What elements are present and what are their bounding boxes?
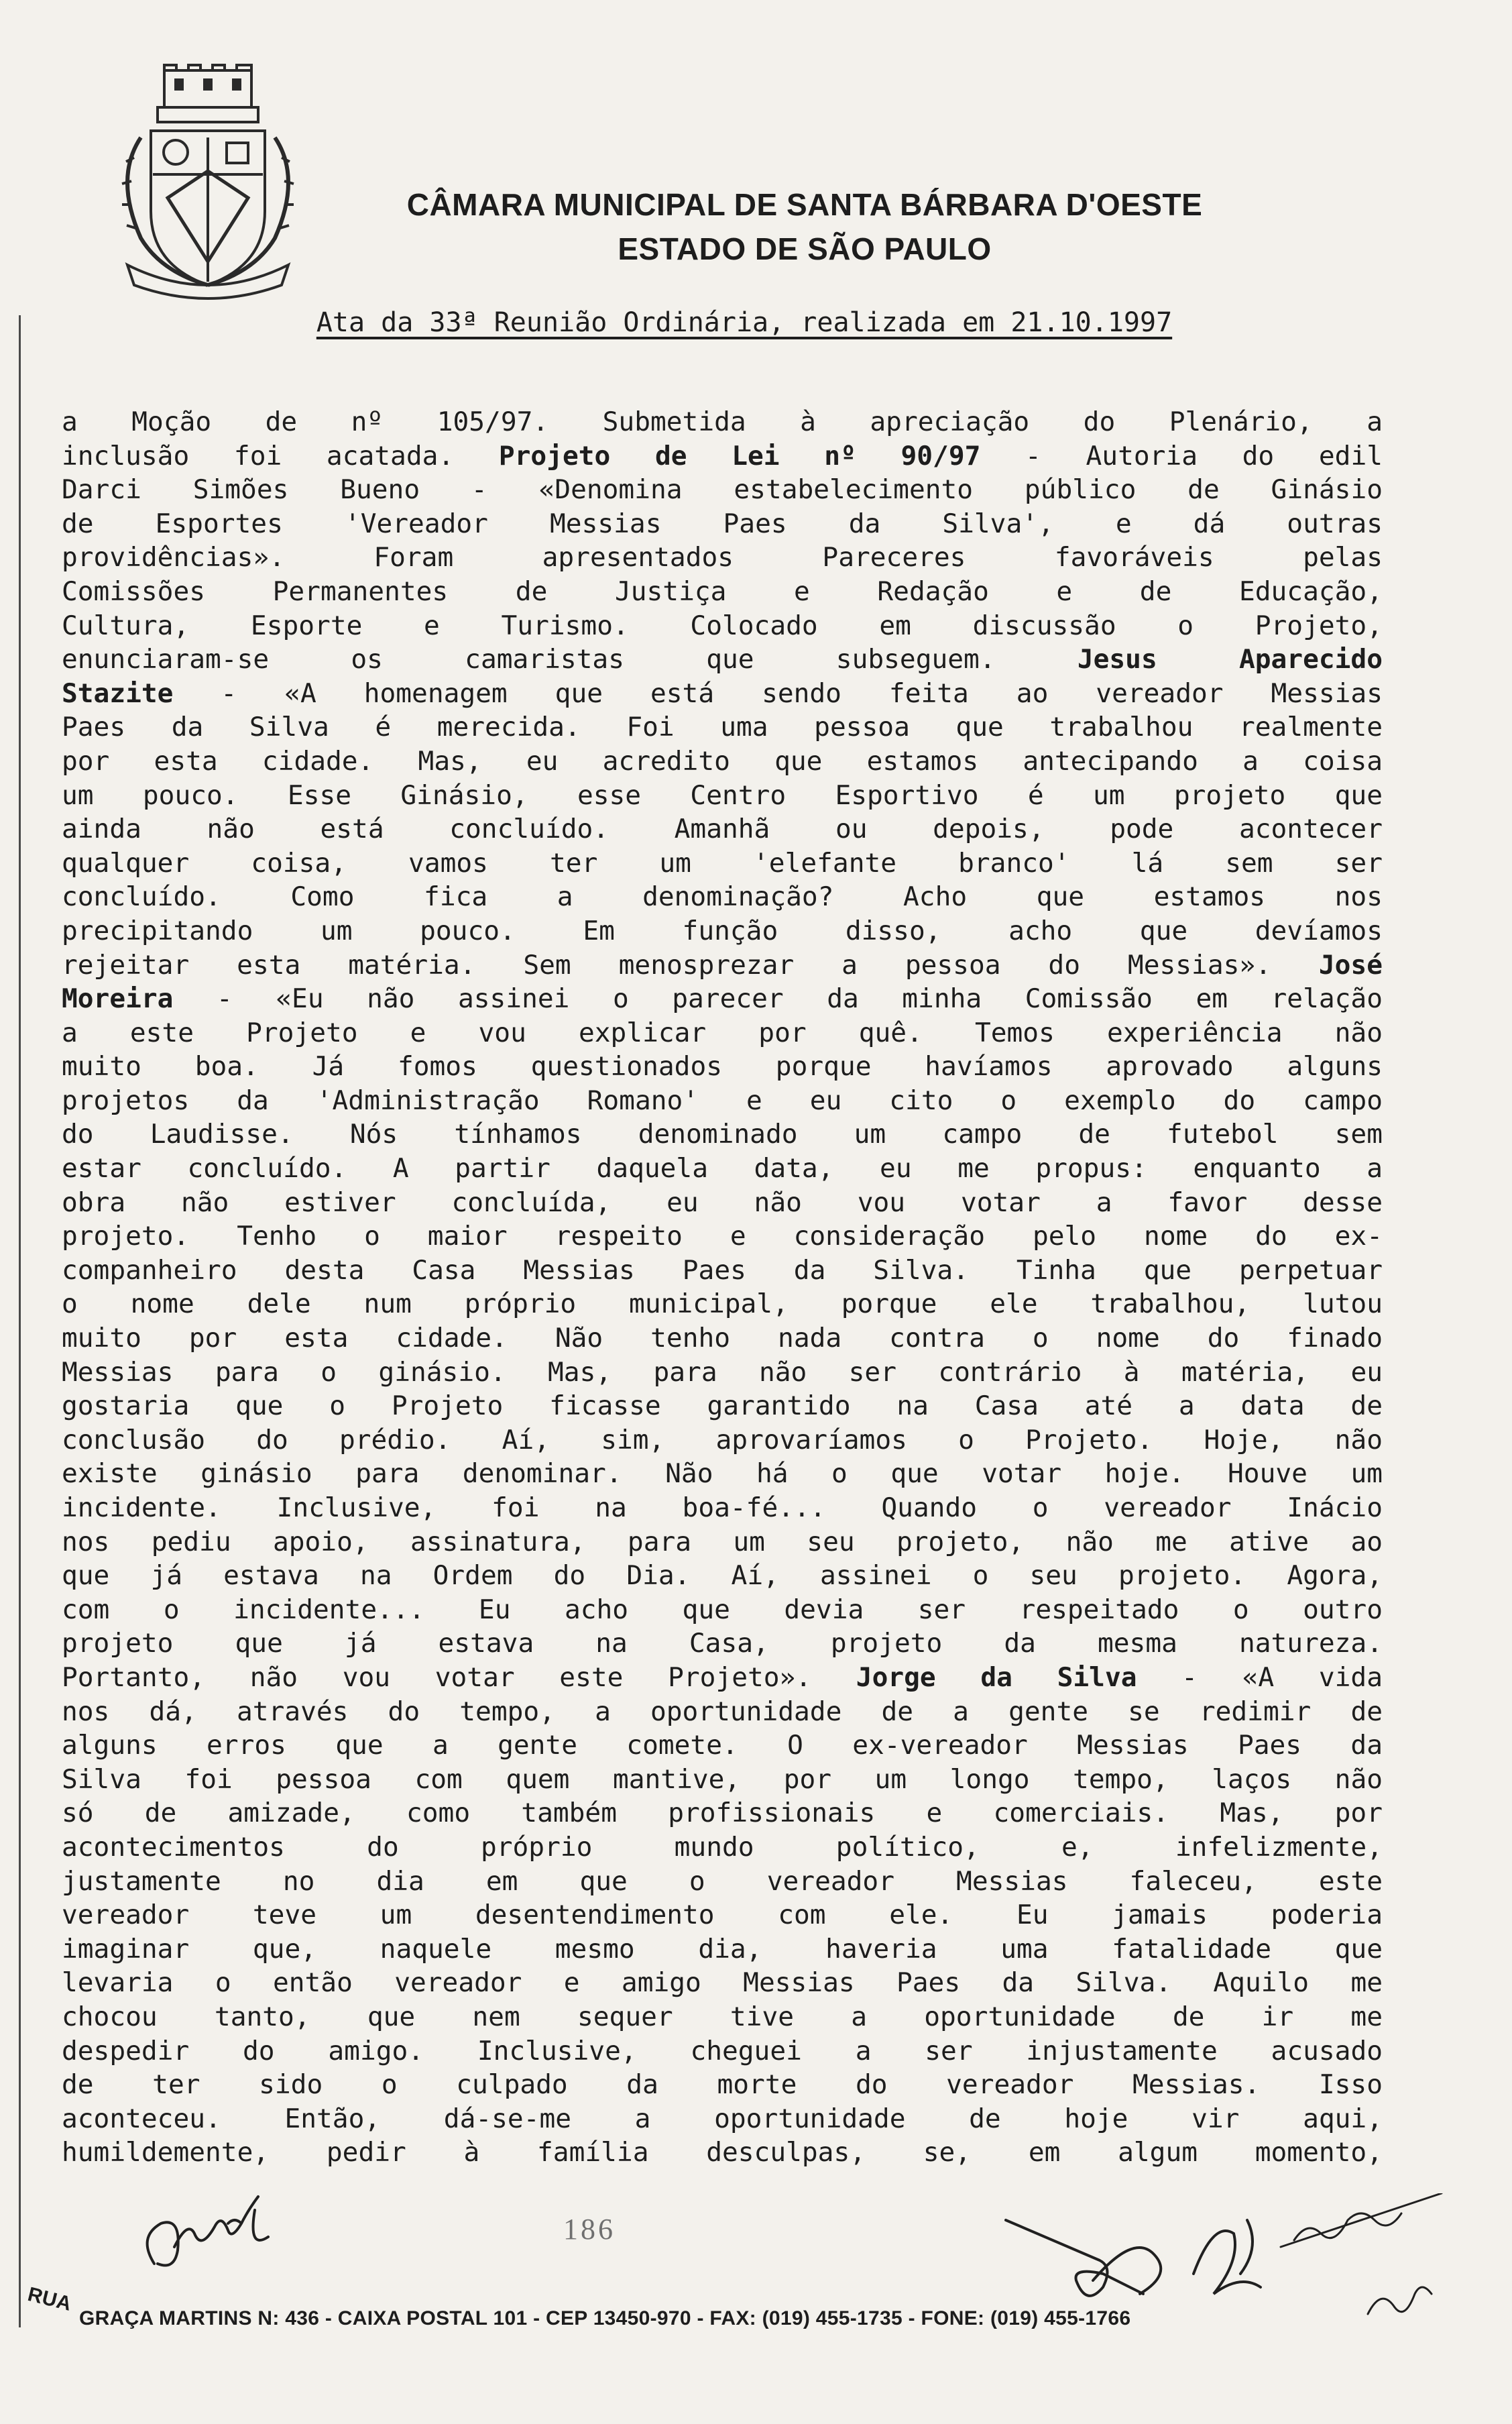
body-text-segment: Comissões Permanentes de Justiça e Redação e de Educação, (62, 575, 1383, 607)
body-text-segment: inclusão foi acatada. (62, 440, 499, 472)
body-line (62, 1186, 1383, 1220)
body-text-segment: - Autoria do edil (980, 440, 1383, 472)
body-line (62, 1254, 1383, 1288)
body-text-segment: com o incidente... Eu acho que devia ser respeitado o outro (62, 1594, 1383, 1625)
body-text-segment: muito por esta cidade. Não tenho nada contra o nome do finado (62, 1323, 1383, 1354)
body-text-segment: despedir do amigo. Inclusive, cheguei a ser injustamente acusado (62, 2035, 1383, 2067)
body-text-segment: providências». Foram apresentados Pareceres favoráveis pelas (62, 542, 1383, 573)
body-text-segment: Portanto, não vou votar este Projeto». (62, 1661, 856, 1693)
body-text-segment: aconteceu. Então, dá-se-me a oportunidade de hoje vir aqui, (62, 2103, 1383, 2134)
body-text-segment: projetos da 'Administração Romano' e eu cito o exemplo do campo (62, 1085, 1383, 1116)
body-line (62, 643, 1383, 677)
body-line (62, 1016, 1383, 1050)
body-line (62, 1830, 1383, 1865)
body-line (62, 1423, 1383, 1457)
body-line (62, 1491, 1383, 1525)
letterhead (315, 182, 1294, 271)
body-line (62, 880, 1383, 914)
body-line (62, 1525, 1383, 1559)
body-line (62, 1728, 1383, 1763)
body-text-segment: rejeitar esta matéria. Sem menosprezar a pessoa do Messias». (62, 949, 1319, 981)
body-line (62, 1661, 1383, 1695)
body-text-segment: qualquer coisa, vamos ter um 'elefante branco' lá sem ser (62, 847, 1383, 879)
body-line (62, 1593, 1383, 1627)
body-text-segment: a este Projeto e vou explicar por quê. Temos experiência não (62, 1017, 1383, 1048)
footer-address-text: GRAÇA MARTINS N: 436 - CAIXA POSTAL 101 - CEP 13450-970 - FAX: (019) 455-1735 - FONE: (019) 455-1766 (79, 2307, 1131, 2329)
body-text-segment: de ter sido o culpado da morte do vereador Messias. Isso (62, 2069, 1383, 2101)
body-text-segment: muito boa. Já fomos questionados porque havíamos aprovado alguns (62, 1051, 1383, 1083)
body-text-segment: nos dá, através do tempo, a oportunidade de a gente se redimir de (62, 1696, 1383, 1727)
body-line (62, 609, 1383, 643)
body-line (62, 507, 1383, 541)
body-line (62, 1796, 1383, 1830)
body-line (62, 439, 1383, 474)
body-line (62, 2136, 1383, 2170)
body-line (62, 1084, 1383, 1118)
body-line (62, 1763, 1383, 1797)
body-text-segment: acontecimentos do próprio mundo político, e, infelizmente, (62, 1831, 1383, 1863)
body-line (62, 948, 1383, 983)
body-line (62, 846, 1383, 881)
body-text-segment: existe ginásio para denominar. Não há o que votar hoje. Houve um (62, 1458, 1383, 1490)
body-line (62, 541, 1383, 575)
municipal-coat-of-arms-icon (101, 64, 315, 312)
body-text-segment: justamente no dia em que o vereador Messias faleceu, este (62, 1865, 1383, 1897)
body-line (62, 1389, 1383, 1423)
body-text-segment: só de amizade, como também profissionais e comerciais. Mas, por (62, 1798, 1383, 1829)
speaker-or-bill-label: Moreira (62, 983, 174, 1015)
body-text-segment: de Esportes 'Vereador Messias Paes da Silva', e dá outras (62, 508, 1383, 539)
body-text-segment: por esta cidade. Mas, eu acredito que estamos antecipando a coisa (62, 745, 1383, 777)
body-text-segment: nos pediu apoio, assinatura, para um seu projeto, não me ative ao (62, 1526, 1383, 1557)
body-line (62, 779, 1383, 813)
body-line (62, 1865, 1383, 1899)
speaker-or-bill-label: José (1318, 949, 1383, 981)
body-text-segment: obra não estiver concluída, eu não vou votar a favor desse (62, 1187, 1383, 1218)
body-text-segment: conclusão do prédio. Aí, sim, aprovaríamos o Projeto. Hoje, não (62, 1424, 1383, 1455)
body-line (62, 1219, 1383, 1254)
body-text-segment: Paes da Silva é merecida. Foi uma pessoa que trabalhou realmente (62, 712, 1383, 743)
margin-rule (19, 315, 21, 2327)
speaker-or-bill-label: Stazite (62, 677, 174, 709)
body-line (62, 677, 1383, 711)
body-text-segment: que já estava na Ordem do Dia. Aí, assinei o seu projeto. Agora, (62, 1560, 1383, 1592)
body-line (62, 2102, 1383, 2136)
body-line (62, 1966, 1383, 2000)
body-text-segment: estar concluído. A partir daquela data, eu me propus: enquanto a (62, 1153, 1383, 1185)
body-text-segment: chocou tanto, que nem sequer tive a oportunidade de ir me (62, 2001, 1383, 2032)
body-text-segment: - «A vida (1137, 1661, 1383, 1693)
body-line (62, 1457, 1383, 1491)
body-text-segment: concluído. Como fica a denominação? Acho que estamos nos (62, 881, 1383, 913)
body-line (62, 914, 1383, 948)
body-text-segment: enunciaram-se os camaristas que subseguem. (62, 644, 1078, 675)
minutes-title: Ata da 33ª Reunião Ordinária, realizada em 21.10.1997 (316, 307, 1173, 338)
minutes-body (62, 405, 1383, 2170)
body-text-segment: o nome dele num próprio municipal, porque ele trabalhou, lutou (62, 1288, 1383, 1320)
body-line (62, 2000, 1383, 2034)
body-text-segment: vereador teve um desentendimento com ele. Eu jamais poderia (62, 1899, 1383, 1931)
body-text-segment: - «A homenagem que está sendo feita ao vereador Messias (173, 677, 1383, 709)
body-line (62, 2068, 1383, 2102)
signature-left-icon (127, 2183, 329, 2284)
body-text-segment: projeto. Tenho o maior respeito e consideração pelo nome do ex- (62, 1221, 1383, 1252)
body-line (62, 982, 1383, 1016)
body-text-segment: precipitando um pouco. Em função disso, acho que devíamos (62, 915, 1383, 946)
body-line (62, 812, 1383, 846)
speaker-or-bill-label: Projeto de Lei nº 90/97 (498, 440, 981, 472)
body-text-segment: incidente. Inclusive, foi na boa-fé... Quando o vereador Inácio (62, 1492, 1383, 1523)
speaker-or-bill-label: Jesus Aparecido (1077, 644, 1383, 675)
body-text-segment: projeto que já estava na Casa, projeto da mesma natureza. (62, 1628, 1383, 1659)
speaker-or-bill-label: Jorge da Silva (856, 1661, 1137, 1693)
body-line (62, 1117, 1383, 1152)
body-text-segment: imaginar que, naquele mesmo dia, haveria uma fatalidade que (62, 1933, 1383, 1965)
body-line (62, 710, 1383, 745)
body-line (62, 2034, 1383, 2069)
page-number: 186 (563, 2213, 616, 2246)
body-line (62, 473, 1383, 507)
body-line (62, 1152, 1383, 1186)
body-text-segment: gostaria que o Projeto ficasse garantido na Casa até a data de (62, 1390, 1383, 1422)
body-line (62, 1287, 1383, 1321)
body-line (62, 1356, 1383, 1390)
body-text-segment: um pouco. Esse Ginásio, esse Centro Esportivo é um projeto que (62, 779, 1383, 811)
body-text-segment: levaria o então vereador e amigo Messias Paes da Silva. Aquilo me (62, 1967, 1383, 1999)
body-text-segment: ainda não está concluído. Amanhã ou depois, pode acontecer (62, 814, 1383, 845)
footer-rua: RUA (25, 2283, 74, 2315)
body-text-segment: humildemente, pedir à família desculpas, se, em algum momento, (62, 2137, 1383, 2168)
body-text-segment: Cultura, Esporte e Turismo. Colocado em discussão o Projeto, (62, 610, 1383, 641)
body-line (62, 745, 1383, 779)
body-text-segment: Darci Simões Bueno - «Denomina estabelecimento público de Ginásio (62, 474, 1383, 506)
body-text-segment: companheiro desta Casa Messias Paes da Silva. Tinha que perpetuar (62, 1254, 1383, 1286)
body-line (62, 1898, 1383, 1932)
body-text-segment: alguns erros que a gente comete. O ex-vereador Messias Paes da (62, 1730, 1383, 1761)
body-text-segment: a Moção de nº 105/97. Submetida à apreciação do Plenário, a (62, 406, 1383, 437)
body-text-segment: - «Eu não assinei o parecer da minha Comissão em relação (173, 983, 1383, 1015)
letterhead-line-2: ESTADO DE SÃO PAULO (618, 231, 992, 266)
body-line (62, 1050, 1383, 1084)
body-line (62, 575, 1383, 609)
body-line (62, 405, 1383, 439)
body-line (62, 1695, 1383, 1729)
body-line (62, 1559, 1383, 1593)
body-text-segment: Messias para o ginásio. Mas, para não ser contrário à matéria, eu (62, 1356, 1383, 1388)
letterhead-line-1: CÂMARA MUNICIPAL DE SANTA BÁRBARA D'OESTE (406, 187, 1203, 222)
body-line (62, 1932, 1383, 1967)
body-line (62, 1321, 1383, 1356)
body-text-segment: Silva foi pessoa com quem mantive, por um longo tempo, laços não (62, 1763, 1383, 1795)
body-text-segment: do Laudisse. Nós tínhamos denominado um campo de futebol sem (62, 1119, 1383, 1150)
body-line (62, 1627, 1383, 1661)
